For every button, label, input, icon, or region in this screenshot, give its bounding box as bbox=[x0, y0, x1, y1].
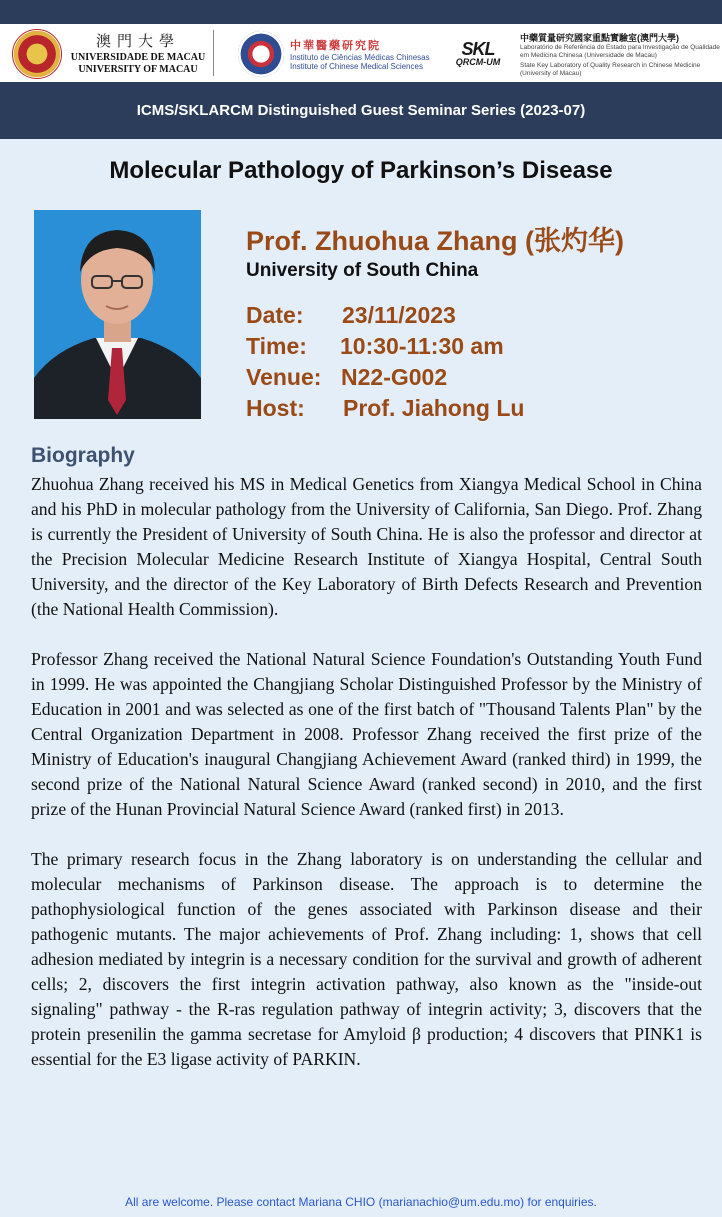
speaker-name: Prof. Zhuohua Zhang (张灼华) bbox=[246, 226, 624, 256]
top-bar bbox=[0, 0, 722, 24]
biography-heading: Biography bbox=[31, 444, 135, 467]
seminar-panel bbox=[0, 139, 722, 1217]
venue-label: Venue: bbox=[246, 364, 322, 390]
series-banner: ICMS/SKLARCM Distinguished Guest Seminar Series (2023-07) bbox=[0, 82, 722, 139]
logo-header bbox=[0, 24, 722, 82]
skl-name-pt: Laboratório de Referência do Estado para Investigação de Qualidade em Medicina Chinesa (Universidade de Macau) bbox=[520, 44, 720, 59]
time-label: Time: bbox=[246, 333, 307, 359]
venue-value: N22-G002 bbox=[341, 364, 448, 390]
footer-notice: All are welcome. Please contact Mariana CHIO (marianachio@um.edu.mo) for enquiries. bbox=[125, 1195, 597, 1209]
date-row bbox=[246, 302, 456, 329]
biography-text bbox=[31, 472, 702, 1072]
skl-logo-small: QRCM-UM bbox=[455, 57, 501, 67]
um-name-cn: 澳門大學 bbox=[95, 32, 180, 50]
um-name-pt: UNIVERSIDADE DE MACAU bbox=[70, 52, 206, 63]
biography-paragraph: The primary research focus in the Zhang laboratory is on understanding the cellular and molecular mechanisms of Parkinson disease. The approach is to determine the pathophysiological function of the genes associated with Parkinson disease and their pathogenic mutants. The major achievements of Prof. Zhang including: 1, shows that cell adhesion mediated by integrin is a necessary condition for the survival and growth of adherent cells; 2, discovers the first integrin activation pathway, also known as the "inside-out signaling" pathway - the R-ras regulation pathway of integrin activity; 3, discovers that the protein presenilin the gamma secretase for Amyloid β production; 4 discovers that PINK1 is essential for the E3 ligase activity of PARKIN. bbox=[31, 849, 702, 1069]
date-value: 23/11/2023 bbox=[342, 302, 456, 328]
skl-logo bbox=[447, 41, 509, 68]
date-label: Date: bbox=[246, 302, 304, 328]
host-value: Prof. Jiahong Lu bbox=[343, 395, 525, 421]
icms-name-cn: 中華醫藥研究院 bbox=[290, 40, 381, 52]
skl-name-cn: 中藥質量研究國家重點實驗室(澳門大學) bbox=[520, 33, 679, 43]
time-value: 10:30-11:30 am bbox=[340, 333, 504, 359]
host-label: Host: bbox=[246, 395, 305, 421]
logo-divider bbox=[213, 30, 214, 76]
icms-seal-logo bbox=[238, 31, 284, 77]
time-row bbox=[246, 333, 504, 360]
um-seal-logo bbox=[12, 29, 62, 79]
seminar-title: Molecular Pathology of Parkinson’s Disease bbox=[109, 157, 613, 184]
um-name-en: UNIVERSITY OF MACAU bbox=[78, 64, 198, 75]
icms-name-pt: Instituto de Ciências Médicas Chinesas bbox=[290, 53, 430, 62]
venue-row bbox=[246, 364, 447, 391]
biography-paragraph: Professor Zhang received the National Natural Science Foundation's Outstanding Youth Fund in 1999. He was appointed the Changjiang Scholar Distinguished Professor by the Ministry of Education in 2001 and was selected as one of the first batch of "Thousand Talents Plan" by the Central Organization Department in 2008. Professor Zhang received the first prize of the Ministry of Education's inaugural Changjiang Achievement Award (ranked third) in 1999, the second prize of the National Natural Science Award (ranked second) in 2010, and the first prize of the Hunan Provincial Natural Science Award (ranked first) in 2013. bbox=[31, 649, 702, 819]
speaker-affiliation: University of South China bbox=[246, 260, 479, 281]
speaker-portrait-icon bbox=[34, 210, 201, 419]
skl-logo-big: SKL bbox=[461, 39, 495, 59]
skl-name-en: State Key Laboratory of Quality Research in Chinese Medicine (University of Macau) bbox=[520, 62, 701, 77]
speaker-photo bbox=[34, 210, 201, 419]
host-row bbox=[246, 395, 524, 422]
biography-paragraph: Zhuohua Zhang received his MS in Medical Genetics from Xiangya Medical School in China and his PhD in molecular pathology from the University of California, San Diego. Prof. Zhang is currently the President of University of South China. He is also the professor and director at the Precision Molecular Medicine Research Institute of Xiangya Hospital, Central South University, and the director of the Key Laboratory of Birth Defects Research and Prevention (the National Health Commission). bbox=[31, 474, 702, 619]
icms-name-en: Institute of Chinese Medical Sciences bbox=[290, 62, 423, 71]
